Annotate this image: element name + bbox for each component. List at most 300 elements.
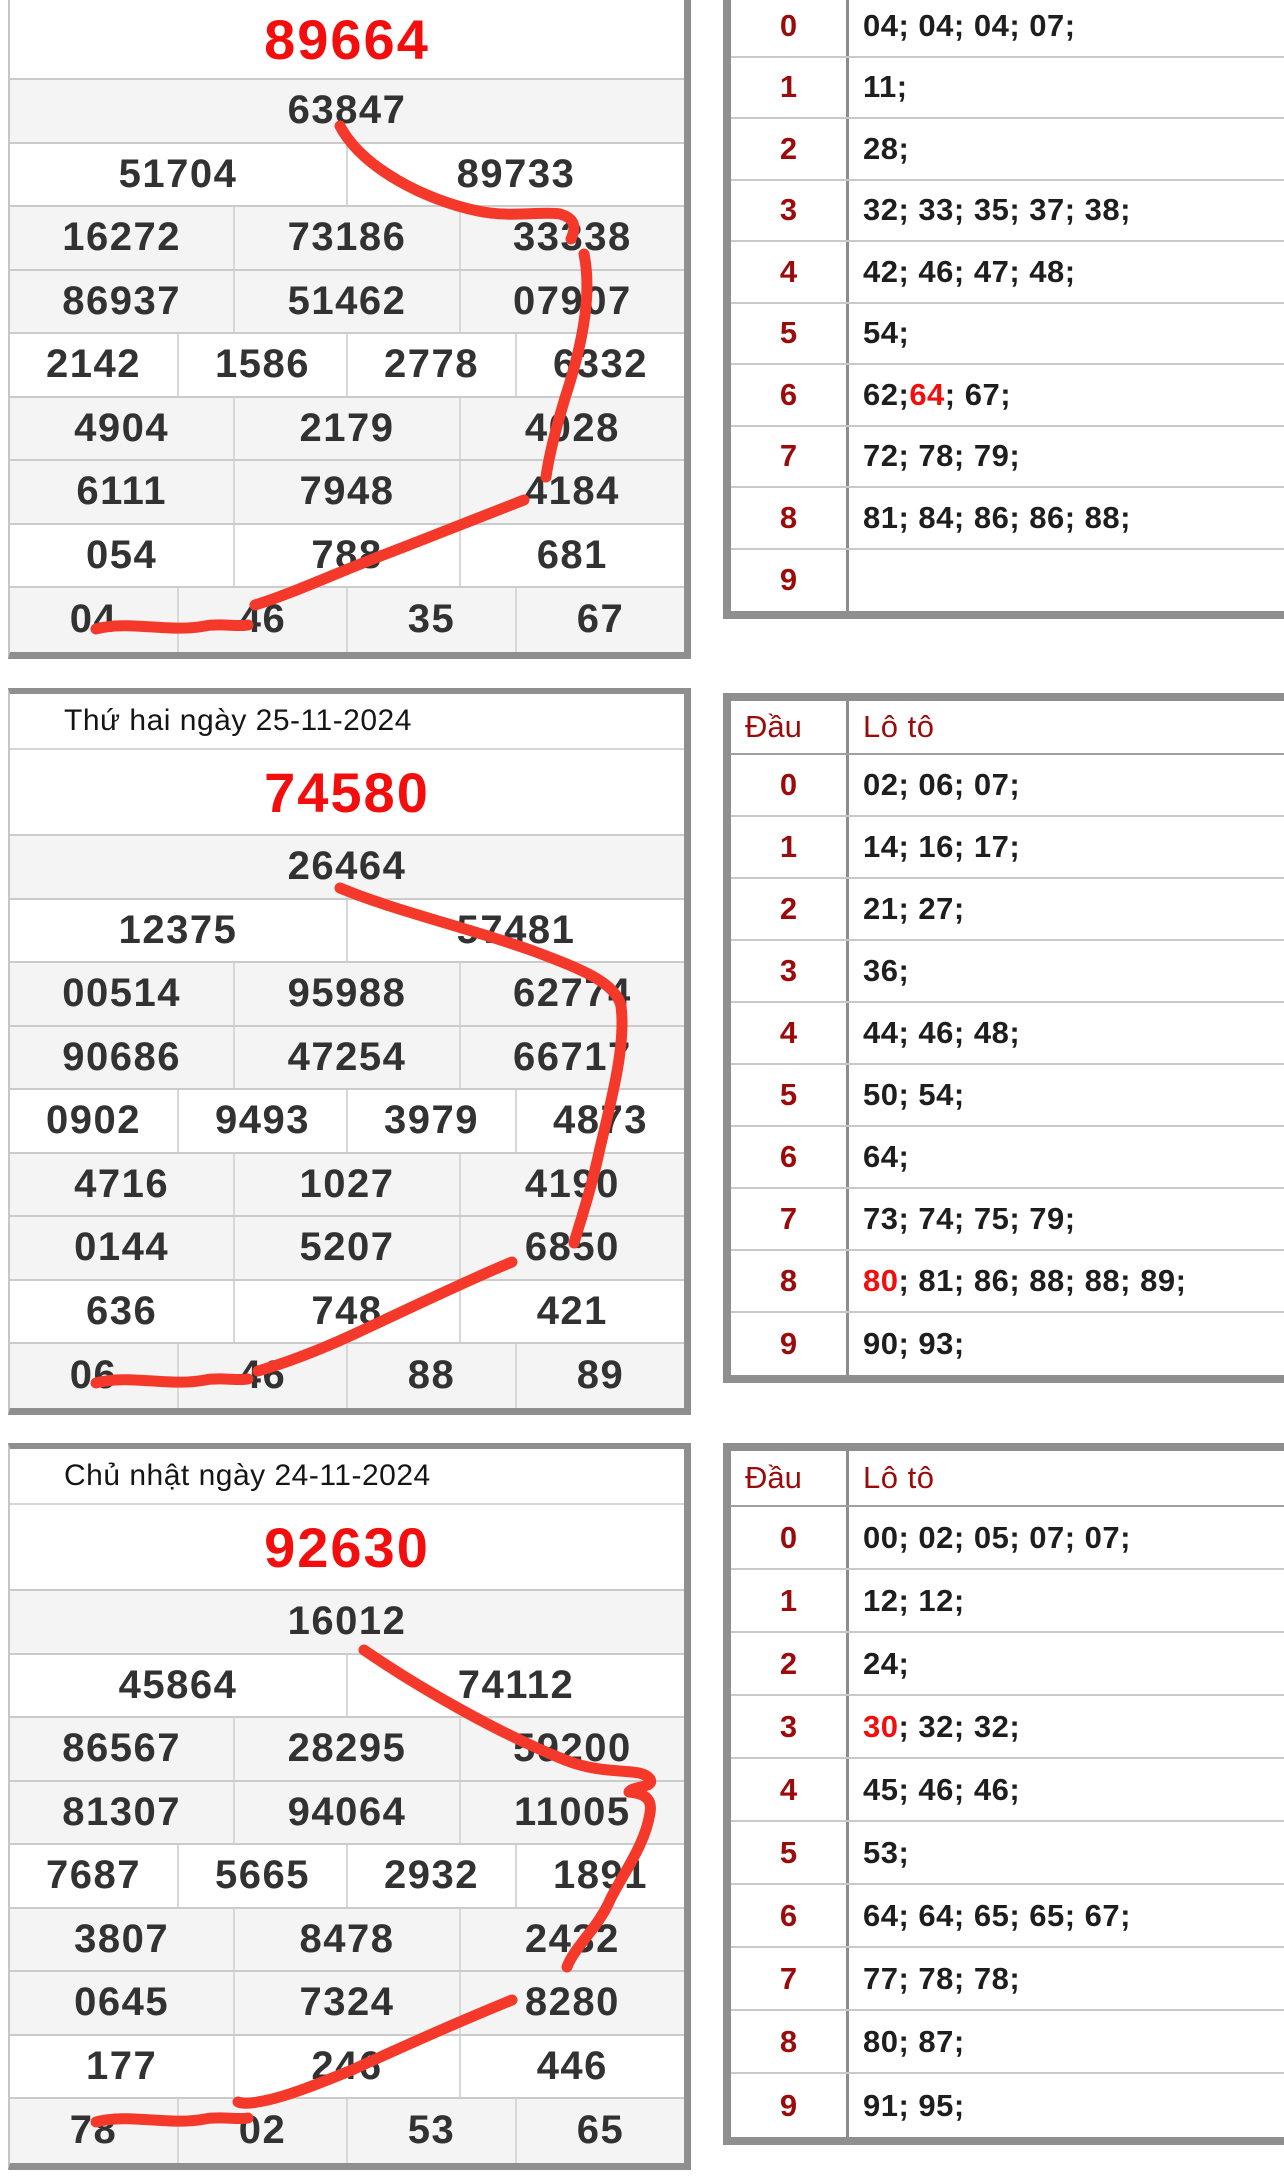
prize-number: 94064	[287, 1789, 407, 1834]
loto-digit-cell: 6	[731, 365, 849, 425]
loto-values-cell	[849, 242, 1284, 302]
loto-values-text: 21; 27;	[863, 891, 965, 926]
prize-row-g1	[10, 80, 684, 144]
prize-cell	[10, 2036, 233, 2098]
prize-cell	[10, 1027, 233, 1089]
date-header	[10, 1449, 684, 1505]
loto-values-text: 00; 02; 05; 07; 07;	[863, 1519, 1131, 1555]
loto-digit-cell: 4	[731, 242, 849, 302]
loto-values-text: 64;	[863, 1139, 910, 1174]
loto-values-cell	[849, 304, 1284, 364]
loto-digit-cell: 3	[731, 941, 849, 1001]
loto-values-cell	[849, 1822, 1284, 1883]
loto-digit-cell: 7	[731, 427, 849, 487]
loto-values-cell	[849, 365, 1284, 425]
loto-digit-cell: 2	[731, 879, 849, 939]
prize-cell	[10, 1655, 346, 1717]
results-table-block-2	[8, 688, 691, 1415]
loto-digit-cell: 0	[731, 1507, 849, 1568]
prize-cell	[10, 1782, 233, 1844]
prize-number: 73186	[287, 215, 407, 260]
results-table-block-1	[8, 0, 691, 659]
loto-values-text: 54;	[863, 315, 910, 351]
prize-row-g4	[10, 1845, 684, 1909]
loto-values-text: 64; 64; 65; 65; 67;	[863, 1897, 1131, 1933]
loto-values-cell	[849, 755, 1284, 815]
prize-row-g7	[10, 588, 684, 652]
prize-cell	[459, 1281, 684, 1343]
prize-number: 4190	[524, 1161, 620, 1206]
loto-values-text: 45; 46; 46;	[863, 1771, 1021, 1807]
prize-row-g6	[10, 2036, 684, 2100]
prize-cell	[10, 271, 233, 333]
prize-number: 74112	[457, 1662, 575, 1707]
date-text: Chủ nhật ngày 24-11-2024	[64, 1459, 431, 1492]
loto-digit-cell: 3	[731, 1696, 849, 1757]
loto-row	[731, 1065, 1284, 1127]
prize-number: 88	[407, 1353, 456, 1398]
prize-cell	[177, 1845, 346, 1907]
prize-cell	[346, 334, 515, 396]
loto-values-text: 12; 12;	[863, 1582, 965, 1618]
prize-number: 7687	[46, 1853, 141, 1898]
loto-values-cell	[849, 2011, 1284, 2072]
loto-row	[731, 1127, 1284, 1189]
prize-number: 02	[238, 2108, 287, 2153]
loto-values-cell	[849, 181, 1284, 241]
prize-number: 65	[576, 2108, 625, 2153]
prize-cell	[459, 207, 684, 269]
loto-row	[731, 1507, 1284, 1570]
loto-row	[731, 1696, 1284, 1759]
prize-row-g5	[10, 1909, 684, 1973]
loto-row	[731, 1948, 1284, 2011]
prize-row-g4	[10, 334, 684, 398]
prize-number: 2778	[384, 342, 479, 387]
prize-cell	[10, 1845, 177, 1907]
loto-values-text: 91; 95;	[863, 2087, 965, 2123]
loto-digit-cell: 2	[731, 119, 849, 179]
loto-row	[731, 1251, 1284, 1313]
prize-number: 86567	[62, 1726, 182, 1771]
prize-number: 7948	[299, 469, 395, 514]
prize-number: 177	[86, 2043, 158, 2088]
loto-values-cell	[849, 1633, 1284, 1694]
loto-digit-cell: 1	[731, 58, 849, 118]
prize-cell	[10, 525, 233, 587]
loto-row	[731, 1570, 1284, 1633]
prize-cell	[233, 1972, 458, 2034]
loto-values-cell	[849, 1696, 1284, 1757]
loto-row	[731, 1885, 1284, 1948]
loto-digit-cell: 9	[731, 550, 849, 612]
prize-number: 246	[311, 2043, 383, 2088]
prize-cell	[233, 1217, 458, 1279]
loto-values-text: 44; 46; 48;	[863, 1015, 1021, 1050]
loto-value-highlighted: 30	[863, 1708, 899, 1744]
prize-number: 07907	[512, 278, 632, 323]
prize-cell	[459, 398, 684, 460]
prize-number: 35	[407, 597, 456, 642]
prize-number: 51704	[118, 151, 238, 196]
prize-row-db	[10, 750, 684, 836]
loto-row	[731, 1189, 1284, 1251]
prize-cell	[10, 2099, 177, 2163]
prize-cell	[233, 1281, 458, 1343]
date-text: Thứ hai ngày 25-11-2024	[64, 704, 412, 737]
loto-digit-cell: 4	[731, 1003, 849, 1063]
prize-cell	[10, 334, 177, 396]
loto-header-dau: Đầu	[731, 1451, 849, 1505]
loto-digit-cell: 3	[731, 181, 849, 241]
loto-row	[731, 365, 1284, 427]
loto-digit-cell: 1	[731, 817, 849, 877]
prize-row-g3	[10, 1782, 684, 1846]
prize-cell	[233, 1909, 458, 1971]
prize-row-g7	[10, 1344, 684, 1408]
prize-number: 3979	[384, 1098, 479, 1143]
loto-row	[731, 941, 1284, 1003]
prize-cell	[10, 1090, 177, 1152]
prize-cell	[177, 1090, 346, 1152]
prize-number: 46	[238, 1353, 287, 1398]
prize-cell	[233, 207, 458, 269]
prize-cell	[233, 1718, 458, 1780]
prize-number: 446	[536, 2043, 608, 2088]
date-header	[10, 694, 684, 750]
loto-row	[731, 2074, 1284, 2137]
special-prize-cell	[10, 0, 684, 78]
prize-cell	[515, 1845, 684, 1907]
prize-number: 53	[407, 2108, 456, 2153]
prize-number: 054	[86, 532, 158, 577]
prize-row-g1	[10, 836, 684, 900]
prize-number: 636	[86, 1288, 158, 1333]
prize-cell	[459, 1782, 684, 1844]
prize-number: 62774	[512, 971, 632, 1016]
loto-table-block-2	[723, 693, 1284, 1383]
loto-values-cell	[849, 1251, 1284, 1311]
loto-header-dau: Đầu	[731, 701, 849, 753]
prize-cell	[515, 334, 684, 396]
loto-values-text: 53;	[863, 1834, 910, 1870]
loto-digit-cell: 8	[731, 2011, 849, 2072]
prize-row-g3	[10, 1027, 684, 1091]
loto-values-cell	[849, 1127, 1284, 1187]
loto-values-text: ; 81; 86; 88; 88; 89;	[898, 1263, 1187, 1298]
loto-digit-cell: 9	[731, 1313, 849, 1375]
prize-cell	[233, 1782, 458, 1844]
loto-digit-cell: 5	[731, 304, 849, 364]
prize-cell	[10, 1154, 233, 1216]
prize-row-g3	[10, 207, 684, 271]
loto-digit-cell: 0	[731, 0, 849, 56]
prize-cell	[346, 144, 684, 206]
loto-row	[731, 817, 1284, 879]
prize-cell	[177, 1344, 346, 1408]
prize-number: 11005	[514, 1789, 631, 1834]
loto-values-text: ; 32; 32;	[898, 1708, 1021, 1744]
prize-number: 2432	[524, 1916, 620, 1961]
loto-row	[731, 1003, 1284, 1065]
loto-header-row	[731, 701, 1284, 755]
loto-values-cell	[849, 1570, 1284, 1631]
prize-cell	[233, 271, 458, 333]
prize-cell	[10, 144, 346, 206]
loto-row	[731, 427, 1284, 489]
prize-row-g3	[10, 1718, 684, 1782]
prize-cell	[10, 1909, 233, 1971]
prize-cell	[459, 1027, 684, 1089]
prize-number: 66717	[512, 1034, 632, 1079]
prize-number: 86937	[62, 278, 182, 323]
loto-row	[731, 550, 1284, 612]
loto-header-row	[731, 1451, 1284, 1507]
prize-cell	[459, 1154, 684, 1216]
loto-table-block-3	[723, 1443, 1284, 2145]
prize-number: 67	[576, 597, 625, 642]
prize-cell	[233, 398, 458, 460]
loto-row	[731, 1633, 1284, 1696]
prize-number: 748	[311, 1288, 383, 1333]
prize-number: 6111	[76, 469, 167, 514]
loto-row	[731, 2011, 1284, 2074]
prize-number: 28295	[287, 1726, 407, 1771]
prize-row-db	[10, 0, 684, 80]
loto-values-text: 62;	[863, 376, 910, 412]
loto-values-text: ; 67;	[944, 376, 1012, 412]
prize-number: 57481	[456, 907, 576, 952]
prize-cell	[459, 963, 684, 1025]
loto-row	[731, 488, 1284, 550]
prize-number: 0144	[74, 1225, 170, 1270]
loto-values-text: 32; 33; 35; 37; 38;	[863, 192, 1131, 228]
loto-values-cell	[849, 1759, 1284, 1820]
loto-values-cell	[849, 550, 1284, 612]
loto-values-text: 28;	[863, 130, 910, 166]
loto-values-text: 90; 93;	[863, 1326, 965, 1361]
loto-digit-cell: 1	[731, 1570, 849, 1631]
loto-values-cell	[849, 879, 1284, 939]
prize-row-g2	[10, 1655, 684, 1719]
prize-number: 81307	[62, 1789, 182, 1834]
loto-row	[731, 0, 1284, 58]
prize-number: 59200	[512, 1726, 632, 1771]
prize-number: 00514	[62, 971, 182, 1016]
prize-number: 33338	[512, 215, 632, 260]
prize-number: 45864	[118, 1662, 238, 1707]
loto-digit-cell: 2	[731, 1633, 849, 1694]
prize-cell	[233, 1154, 458, 1216]
loto-values-text: 24;	[863, 1645, 910, 1681]
prize-number: 681	[536, 532, 608, 577]
loto-values-cell	[849, 1189, 1284, 1249]
loto-value-highlighted: 64	[909, 376, 945, 412]
prize-cell	[10, 207, 233, 269]
prize-number: 4873	[553, 1098, 648, 1143]
prize-cell	[459, 1718, 684, 1780]
prize-cell	[459, 1217, 684, 1279]
prize-row-g2	[10, 900, 684, 964]
prize-number: 89733	[456, 151, 576, 196]
loto-digit-cell: 4	[731, 1759, 849, 1820]
prize-number: 6850	[524, 1225, 620, 1270]
loto-values-text: 14; 16; 17;	[863, 829, 1021, 864]
prize-row-g5	[10, 398, 684, 462]
prize-cell	[177, 588, 346, 652]
prize-cell	[346, 900, 684, 962]
prize-number: 2179	[299, 405, 395, 450]
prize-row-g5	[10, 1217, 684, 1281]
prize-row-g6	[10, 525, 684, 589]
loto-values-text: 77; 78; 78;	[863, 1960, 1021, 1996]
prize-row-g5	[10, 461, 684, 525]
prize-number: 90686	[62, 1034, 182, 1079]
loto-values-text: 80; 87;	[863, 2023, 965, 2059]
prize-cell	[346, 1090, 515, 1152]
loto-row	[731, 304, 1284, 366]
loto-digit-cell: 6	[731, 1885, 849, 1946]
loto-values-cell	[849, 817, 1284, 877]
prize-number: 89	[576, 1353, 625, 1398]
loto-values-cell	[849, 58, 1284, 118]
prize-number: 51462	[287, 278, 407, 323]
prize-cell	[177, 334, 346, 396]
prize-number: 1586	[215, 342, 310, 387]
prize-cell	[10, 398, 233, 460]
loto-values-cell	[849, 488, 1284, 548]
prize-number: 8280	[524, 1980, 620, 2025]
prize-number: 1027	[299, 1161, 395, 1206]
prize-cell	[233, 1027, 458, 1089]
prize-cell	[10, 963, 233, 1025]
prize-cell	[346, 2099, 515, 2163]
prize-cell	[233, 525, 458, 587]
loto-digit-cell: 6	[731, 1127, 849, 1187]
loto-row	[731, 1759, 1284, 1822]
prize-cell	[346, 1344, 515, 1408]
prize-number: 47254	[287, 1034, 407, 1079]
loto-digit-cell: 5	[731, 1065, 849, 1125]
loto-row	[731, 119, 1284, 181]
loto-values-cell	[849, 2074, 1284, 2137]
special-prize-number: 92630	[264, 1515, 430, 1579]
loto-digit-cell: 7	[731, 1948, 849, 2009]
prize-cell	[10, 1591, 684, 1653]
loto-digit-cell: 9	[731, 2074, 849, 2137]
prize-number: 95988	[287, 971, 407, 1016]
prize-cell	[10, 80, 684, 142]
prize-number: 4716	[74, 1161, 170, 1206]
prize-cell	[346, 1655, 684, 1717]
prize-number: 04	[69, 597, 118, 642]
prize-number: 9493	[215, 1098, 310, 1143]
prize-row-g5	[10, 1154, 684, 1218]
prize-cell	[459, 1909, 684, 1971]
prize-number: 1891	[553, 1853, 648, 1898]
prize-cell	[10, 836, 684, 898]
loto-values-text: 36;	[863, 953, 910, 988]
loto-values-text: 72; 78; 79;	[863, 438, 1021, 474]
loto-table-block-1	[723, 0, 1284, 619]
prize-cell	[10, 900, 346, 962]
prize-number: 26464	[287, 844, 407, 889]
loto-row	[731, 58, 1284, 120]
prize-number: 4904	[74, 405, 170, 450]
special-prize-cell	[10, 750, 684, 834]
prize-number: 16272	[62, 215, 182, 260]
loto-values-cell	[849, 941, 1284, 1001]
loto-header-loto: Lô tô	[863, 1460, 935, 1495]
loto-values-cell	[849, 1065, 1284, 1125]
loto-values-text: 04; 04; 04; 07;	[863, 7, 1076, 43]
prize-cell	[459, 271, 684, 333]
prize-row-g6	[10, 1281, 684, 1345]
prize-cell	[10, 1281, 233, 1343]
loto-digit-cell: 8	[731, 488, 849, 548]
loto-values-cell	[849, 427, 1284, 487]
loto-row	[731, 879, 1284, 941]
prize-number: 46	[238, 597, 287, 642]
prize-cell	[346, 1845, 515, 1907]
prize-number: 4184	[524, 469, 620, 514]
prize-cell	[459, 2036, 684, 2098]
prize-cell	[10, 1217, 233, 1279]
prize-number: 7324	[299, 1980, 395, 2025]
prize-number: 0902	[46, 1098, 141, 1143]
prize-number: 63847	[287, 88, 407, 133]
prize-cell	[515, 588, 684, 652]
loto-values-cell	[849, 1948, 1284, 2009]
loto-values-cell	[849, 1313, 1284, 1375]
loto-header-loto: Lô tô	[863, 709, 935, 744]
prize-number: 0645	[74, 1980, 170, 2025]
prize-cell	[10, 1718, 233, 1780]
loto-digit-cell: 5	[731, 1822, 849, 1883]
prize-number: 788	[311, 532, 383, 577]
prize-row-g7	[10, 2099, 684, 2163]
prize-row-g5	[10, 1972, 684, 2036]
prize-row-g3	[10, 271, 684, 335]
loto-values-cell	[849, 119, 1284, 179]
prize-number: 16012	[287, 1599, 407, 1644]
prize-cell	[10, 588, 177, 652]
prize-number: 12375	[118, 907, 238, 952]
loto-row	[731, 1822, 1284, 1885]
prize-number: 5207	[299, 1225, 395, 1270]
special-prize-number: 74580	[264, 760, 430, 824]
prize-cell	[515, 2099, 684, 2163]
prize-cell	[10, 1972, 233, 2034]
prize-cell	[177, 2099, 346, 2163]
loto-digit-cell: 7	[731, 1189, 849, 1249]
loto-values-cell	[849, 0, 1284, 56]
loto-row	[731, 181, 1284, 243]
special-prize-number: 89664	[264, 7, 430, 71]
prize-number: 5665	[215, 1853, 310, 1898]
loto-values-cell	[849, 1885, 1284, 1946]
loto-digit-cell: 8	[731, 1251, 849, 1311]
prize-row-db	[10, 1505, 684, 1591]
prize-cell	[233, 2036, 458, 2098]
loto-values-text: 73; 74; 75; 79;	[863, 1201, 1076, 1236]
prize-cell	[233, 461, 458, 523]
prize-number: 421	[536, 1288, 608, 1333]
loto-row	[731, 755, 1284, 817]
prize-number: 2932	[384, 1853, 479, 1898]
prize-number: 4028	[524, 405, 620, 450]
loto-values-text: 42; 46; 47; 48;	[863, 253, 1076, 289]
